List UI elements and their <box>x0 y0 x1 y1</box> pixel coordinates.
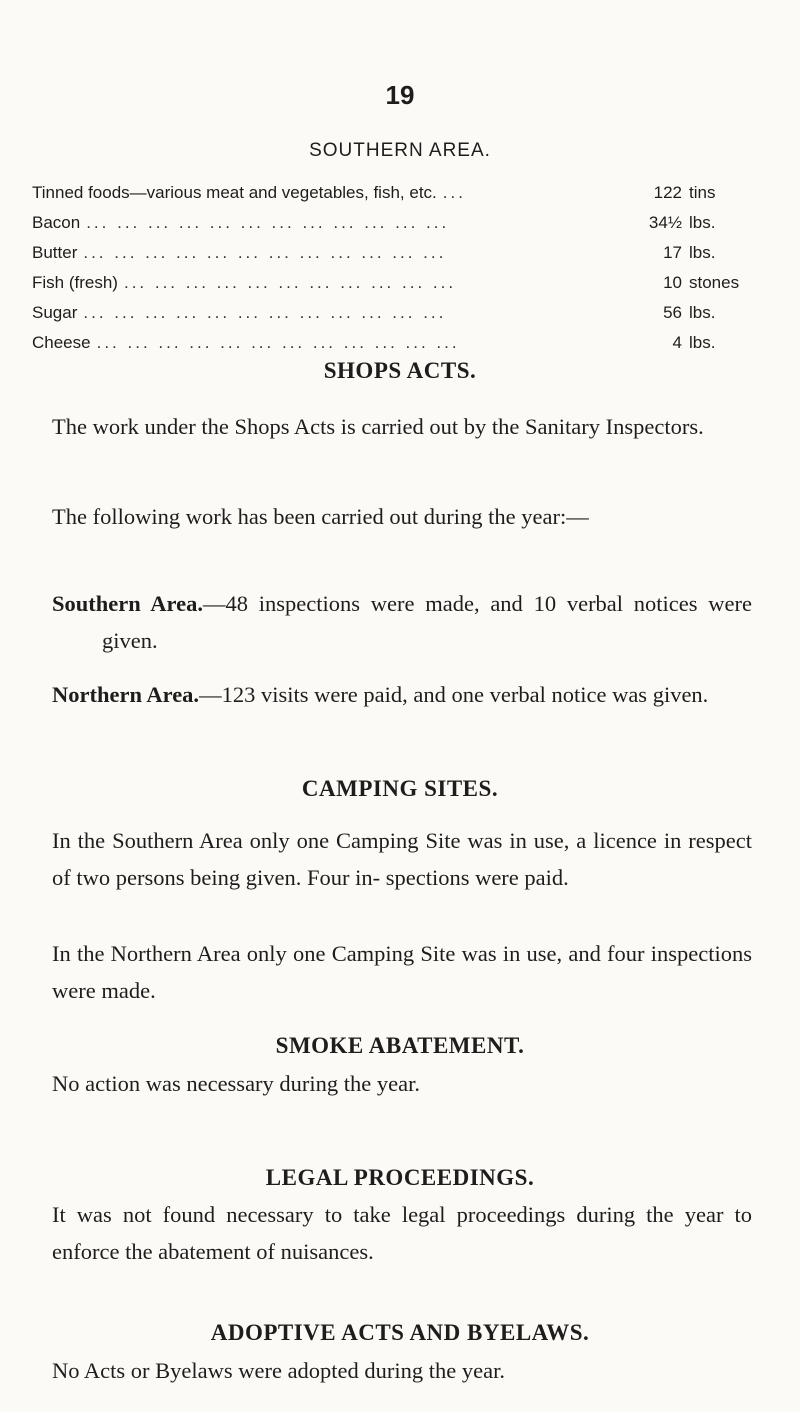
food-item: Cheese <box>32 333 91 352</box>
quantity-value: 122 <box>653 183 682 202</box>
quantity-value: 56 <box>663 303 682 322</box>
food-quantity <box>648 303 772 323</box>
dot-leader: ... ... ... ... ... ... ... ... ... ... ... ... <box>83 243 447 262</box>
dot-leader: ... <box>442 183 466 202</box>
food-row <box>32 213 772 243</box>
quantity-value: 10 <box>663 273 682 292</box>
northern-area-paragraph <box>52 676 752 713</box>
food-item: Sugar <box>32 303 78 322</box>
camping-sites-paragraph: In the Northern Area only one Camping Site was in use, and four inspections were made. <box>52 941 752 1003</box>
quantity-unit: lbs. <box>689 333 716 352</box>
quantity-unit: lbs. <box>689 243 716 262</box>
page-number: 19 <box>385 80 415 110</box>
smoke-abatement-heading: SMOKE ABATEMENT. <box>275 1033 525 1058</box>
food-item: Butter <box>32 243 78 262</box>
food-quantity <box>648 243 772 263</box>
food-item: Bacon <box>32 213 81 232</box>
food-quantity <box>648 183 772 203</box>
food-row <box>32 303 772 333</box>
food-quantity <box>648 273 772 293</box>
food-row <box>32 183 772 213</box>
dot-leader: ... ... ... ... ... ... ... ... ... ... ... ... <box>83 303 447 322</box>
camping-sites-paragraph: In the Southern Area only one Camping Site was in use, a licence in respect of two persons being given. Four in- spections were paid. <box>52 828 752 890</box>
quantity-value: 34½ <box>648 213 682 232</box>
adoptive-acts-paragraph: No Acts or Byelaws were adopted during the year. <box>52 1358 505 1383</box>
northern-area-text: —123 visits were paid, and one verbal notice was given. <box>199 682 709 707</box>
food-row <box>32 273 772 303</box>
southern-area-heading: SOUTHERN AREA. <box>309 140 491 161</box>
adoptive-acts-heading: ADOPTIVE ACTS AND BYELAWS. <box>210 1320 590 1345</box>
food-row <box>32 243 772 273</box>
shops-acts-heading: SHOPS ACTS. <box>323 358 477 383</box>
quantity-unit: lbs. <box>689 303 716 322</box>
southern-area-lead: Southern Area. <box>52 591 203 616</box>
camping-sites-heading: CAMPING SITES. <box>301 776 499 801</box>
quantity-value: 17 <box>663 243 682 262</box>
food-table <box>32 183 772 363</box>
food-item: Fish (fresh) <box>32 273 118 292</box>
legal-proceedings-paragraph: It was not found necessary to take legal proceedings during the year to enforce the abatement of nuisances. <box>52 1202 752 1264</box>
smoke-abatement-paragraph: No action was necessary during the year. <box>52 1071 420 1096</box>
food-item: Tinned foods—various meat and vegetables, fish, etc. <box>32 183 437 202</box>
dot-leader: ... ... ... ... ... ... ... ... ... ... ... ... <box>86 213 450 232</box>
shops-acts-paragraph: The work under the Shops Acts is carried out by the Sanitary Inspectors. <box>52 414 704 439</box>
quantity-unit: tins <box>689 183 716 202</box>
southern-area-paragraph <box>52 585 753 659</box>
shops-acts-paragraph: The following work has been carried out during the year:— <box>52 504 589 529</box>
food-quantity <box>648 213 772 233</box>
legal-proceedings-heading: LEGAL PROCEEDINGS. <box>265 1165 535 1190</box>
southern-area-text: —48 inspections were made, and 10 verbal notices were given. <box>102 591 753 653</box>
quantity-unit: stones <box>689 273 740 292</box>
dot-leader: ... ... ... ... ... ... ... ... ... ... ... <box>123 273 457 292</box>
northern-area-lead: Northern Area. <box>52 682 200 707</box>
quantity-unit: lbs. <box>689 213 716 232</box>
dot-leader: ... ... ... ... ... ... ... ... ... ... ... ... <box>96 333 460 352</box>
food-quantity <box>648 333 772 353</box>
quantity-value: 4 <box>672 333 682 352</box>
